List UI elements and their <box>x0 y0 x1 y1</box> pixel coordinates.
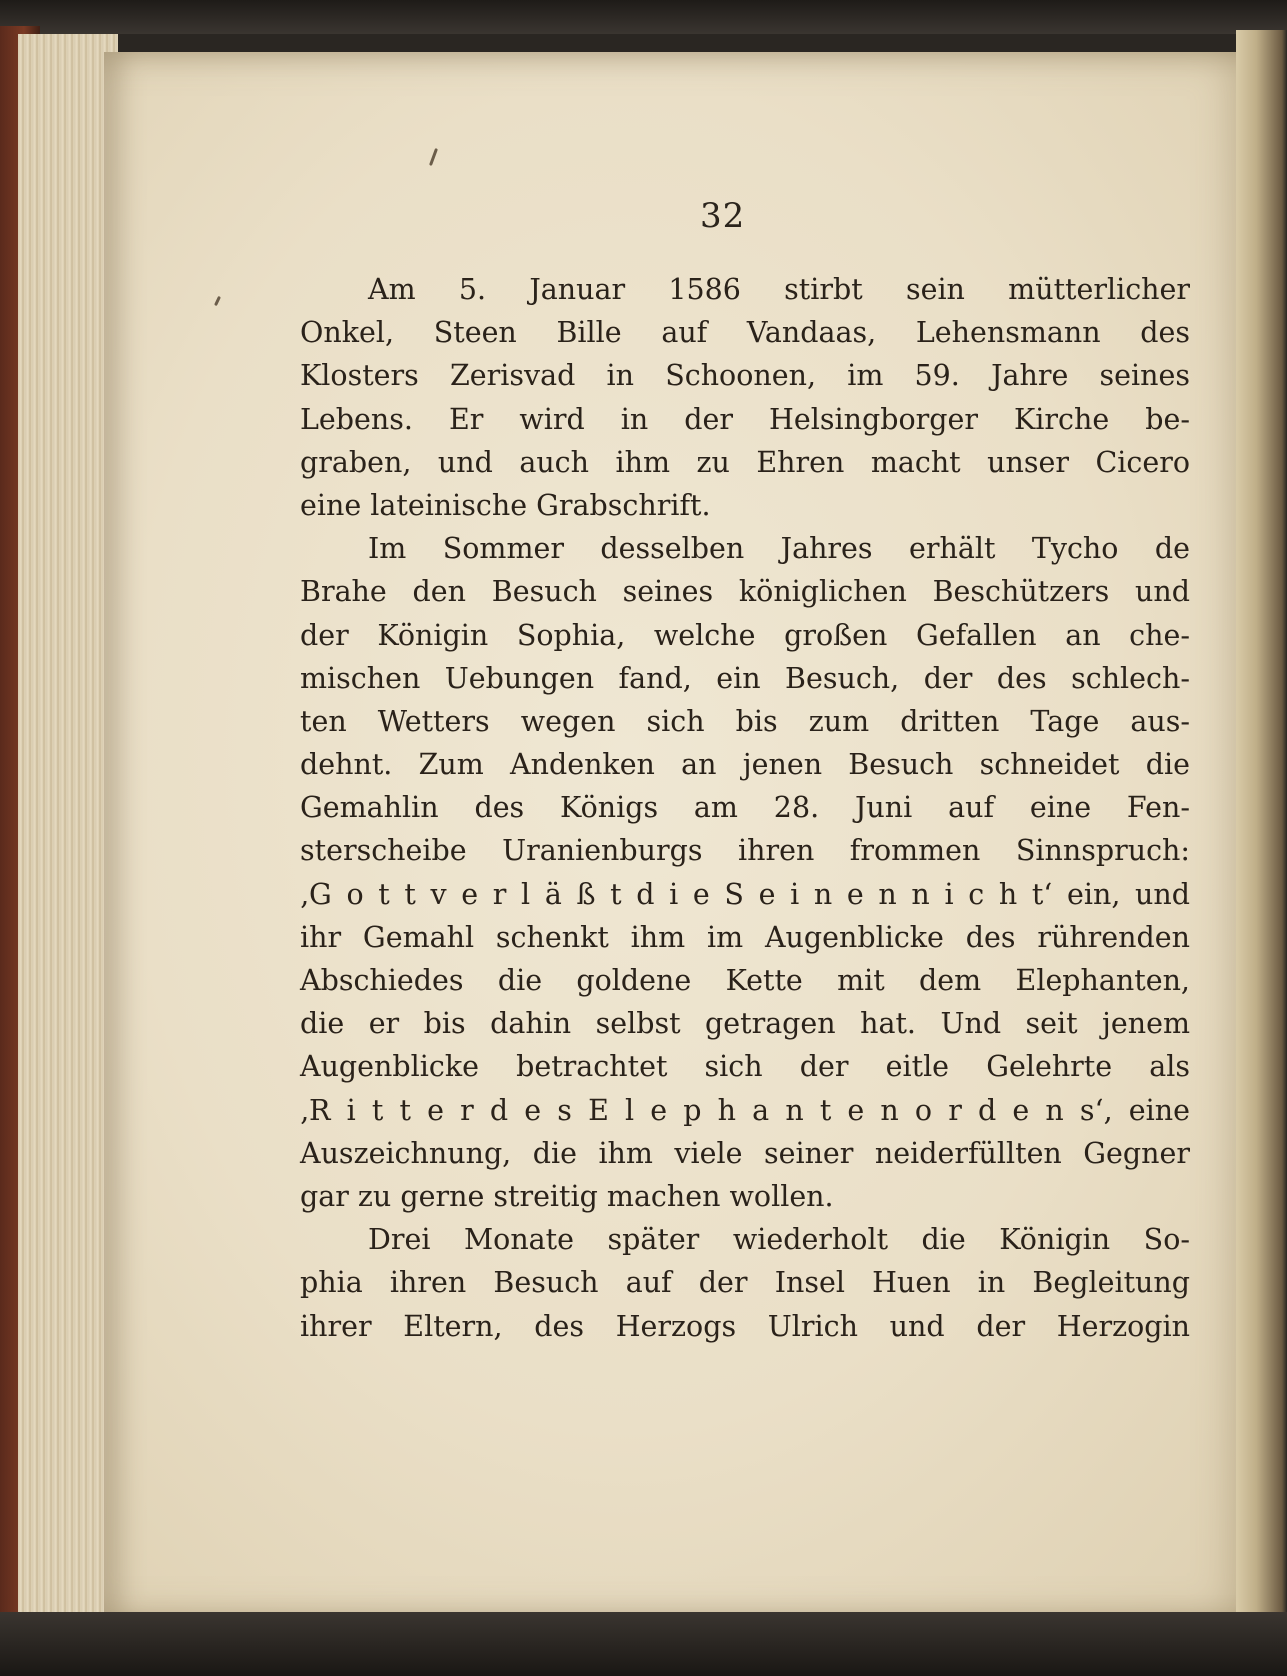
text-line: gar zu gerne streitig machen wollen. <box>300 1179 834 1213</box>
text-line: Lebens. Er wird in der Helsingborger Kirche be- <box>300 402 1190 436</box>
text-line: eine lateinische Grabschrift. <box>300 488 711 522</box>
text-line: der Königin Sophia, welche großen Gefallen an che- <box>300 618 1190 652</box>
text-line: Im Sommer desselben Jahres erhält Tycho de <box>368 532 1190 566</box>
text-line: mischen Uebungen fand, ein Besuch, der des schlech- <box>300 661 1190 695</box>
text-line: ten Wetters wegen sich bis zum dritten Tage aus- <box>300 704 1190 738</box>
text-line: ihrer Eltern, des Herzogs Ulrich und der Herzogin <box>300 1309 1190 1343</box>
text-line: graben, und auch ihm zu Ehren macht unser Cicero <box>300 445 1190 479</box>
scanner-top-edge <box>0 0 1287 34</box>
text-line: Augenblicke betrachtet sich der eitle Gelehrte als <box>300 1050 1190 1084</box>
page-stack-edges <box>18 34 118 1624</box>
text-line: Gemahlin des Königs am 28. Juni auf eine Fen- <box>300 791 1190 825</box>
text-line: phia ihren Besuch auf der Insel Huen in Begleitung <box>300 1266 1190 1300</box>
text-line: ‚R i t t e r d e s E l e p h a n t e n o r d e n s‘, eine <box>300 1093 1190 1127</box>
text-line: ihr Gemahl schenkt ihm im Augenblicke des rührenden <box>300 920 1190 954</box>
text-line: Drei Monate später wiederholt die Königin So- <box>368 1223 1190 1257</box>
text-line: dehnt. Zum Andenken an jenen Besuch schneidet die <box>300 748 1190 782</box>
text-line: Auszeichnung, die ihm viele seiner neiderfüllten Gegner <box>300 1136 1190 1170</box>
page-gutter-right <box>1236 30 1287 1620</box>
page-body-text <box>300 268 1190 1348</box>
page-number: 32 <box>700 196 746 236</box>
text-line: die er bis dahin selbst getragen hat. Und seit jenem <box>300 1007 1190 1041</box>
text-line: Klosters Zerisvad in Schoonen, im 59. Jahre seines <box>300 359 1190 393</box>
text-line: Am 5. Januar 1586 stirbt sein mütterlicher <box>368 273 1190 306</box>
text-line: Brahe den Besuch seines königlichen Beschützers und <box>300 575 1190 609</box>
text-line: Onkel, Steen Bille auf Vandaas, Lehensmann des <box>300 316 1190 350</box>
text-line: ‚G o t t v e r l ä ß t d i e S e i n e n n i c h t‘ ein, und <box>300 877 1190 911</box>
text-line: Abschiedes die goldene Kette mit dem Elephanten, <box>300 964 1190 997</box>
scanner-bottom-edge <box>0 1612 1287 1676</box>
text-line: sterscheibe Uranienburgs ihren frommen Sinnspruch: <box>300 834 1190 868</box>
